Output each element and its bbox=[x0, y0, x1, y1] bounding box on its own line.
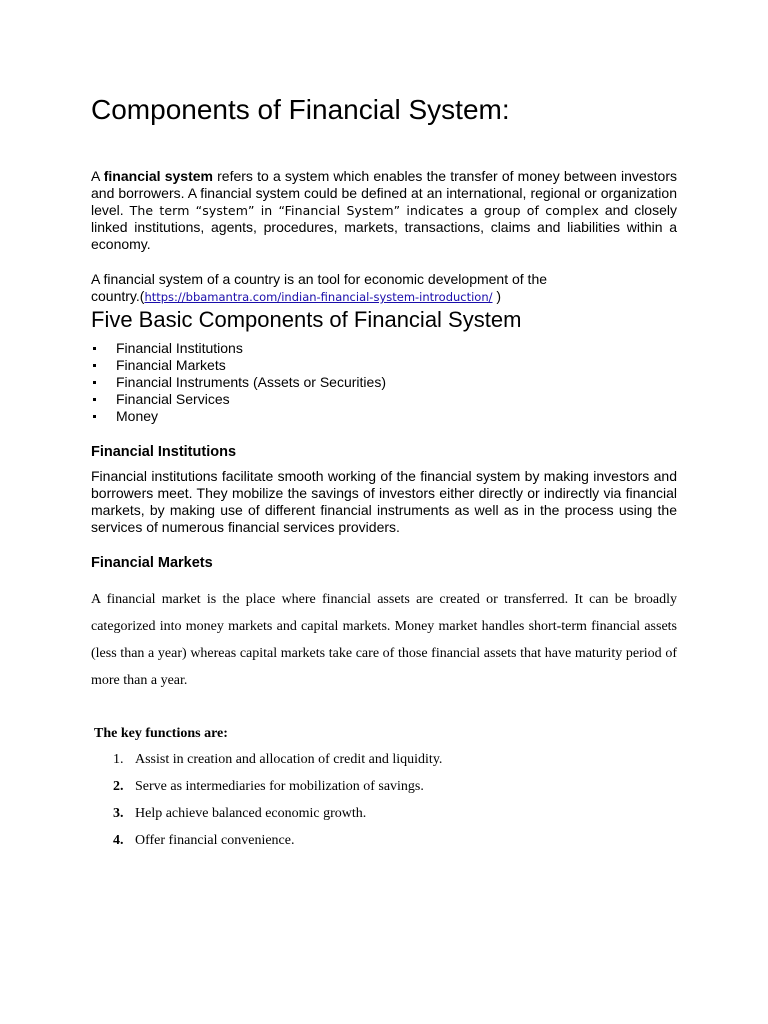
bullet-icon bbox=[93, 415, 96, 418]
list-item bbox=[113, 778, 442, 795]
list-item-label: Financial Institutions bbox=[116, 340, 243, 356]
intro-term: financial system bbox=[103, 168, 213, 184]
list-item-label: Financial Instruments (Assets or Securities) bbox=[116, 374, 386, 390]
list-number: 2. bbox=[113, 779, 124, 794]
list-item-text: Help achieve balanced economic growth. bbox=[135, 806, 367, 821]
list-item bbox=[91, 374, 386, 391]
list-item bbox=[91, 340, 386, 357]
source-link[interactable]: https://bbamantra.com/indian-financial-system-introduction/ bbox=[144, 290, 493, 304]
components-list bbox=[91, 340, 386, 425]
list-number: 1. bbox=[113, 752, 124, 767]
list-item bbox=[91, 408, 386, 425]
institutions-heading: Financial Institutions bbox=[91, 444, 237, 460]
key-functions-label: The key functions are: bbox=[94, 726, 228, 741]
list-item-label: Financial Markets bbox=[116, 357, 226, 373]
intro-paragraph bbox=[91, 168, 677, 253]
bullet-icon bbox=[93, 347, 96, 350]
list-item-label: Financial Services bbox=[116, 391, 230, 407]
bullet-icon bbox=[93, 381, 96, 384]
markets-paragraph: A financial market is the place where financial assets are created or transferred. It can be broadly categorized into money markets and capital markets. Money market handles short-term financial assets (less than a year) whereas capital markets take care of those financial assets that have maturity period of more than a year. bbox=[91, 592, 677, 688]
intro-lead: A bbox=[91, 168, 104, 184]
list-item bbox=[113, 751, 442, 768]
page-title: Components of Financial System: bbox=[91, 94, 510, 125]
list-item-text: Offer financial convenience. bbox=[135, 833, 295, 848]
institutions-paragraph: Financial institutions facilitate smooth working of the financial system by making investors and borrowers meet. They mobilize the savings of investors either directly or indirectly via financial markets, by making use of different financial instruments as well as in the process using the services of numerous financial services providers. bbox=[91, 468, 677, 535]
list-item bbox=[113, 805, 442, 822]
list-item-text: Assist in creation and allocation of credit and liquidity. bbox=[135, 752, 443, 767]
list-item-label: Money bbox=[116, 408, 159, 424]
components-heading: Five Basic Components of Financial System bbox=[91, 307, 522, 332]
list-number: 4. bbox=[113, 833, 124, 848]
intro-quote: The term “system” in “Financial System” indicates a group of complex bbox=[129, 203, 599, 218]
list-item bbox=[113, 832, 442, 849]
key-functions-list bbox=[113, 751, 442, 859]
list-number: 3. bbox=[113, 806, 124, 821]
list-item bbox=[91, 357, 386, 374]
list-item bbox=[91, 391, 386, 408]
list-item-text: Serve as intermediaries for mobilization of savings. bbox=[135, 779, 424, 794]
intro-tail: and closely linked institutions, agents, procedures, markets, transactions, claims and liabilities within a economy. bbox=[91, 202, 677, 252]
bullet-icon bbox=[93, 364, 96, 367]
bullet-icon bbox=[93, 398, 96, 401]
tool-paragraph bbox=[91, 271, 591, 306]
link-open: ( bbox=[139, 288, 145, 304]
intro-rest: refers to a system which enables the transfer of money between investors and borrowers. A financial system could be defined at an international, regional or organization level. bbox=[91, 168, 677, 218]
markets-heading: Financial Markets bbox=[91, 555, 213, 571]
link-close: ) bbox=[492, 288, 502, 304]
tool-text: A financial system of a country is an tool for economic development of the country. bbox=[91, 271, 548, 304]
